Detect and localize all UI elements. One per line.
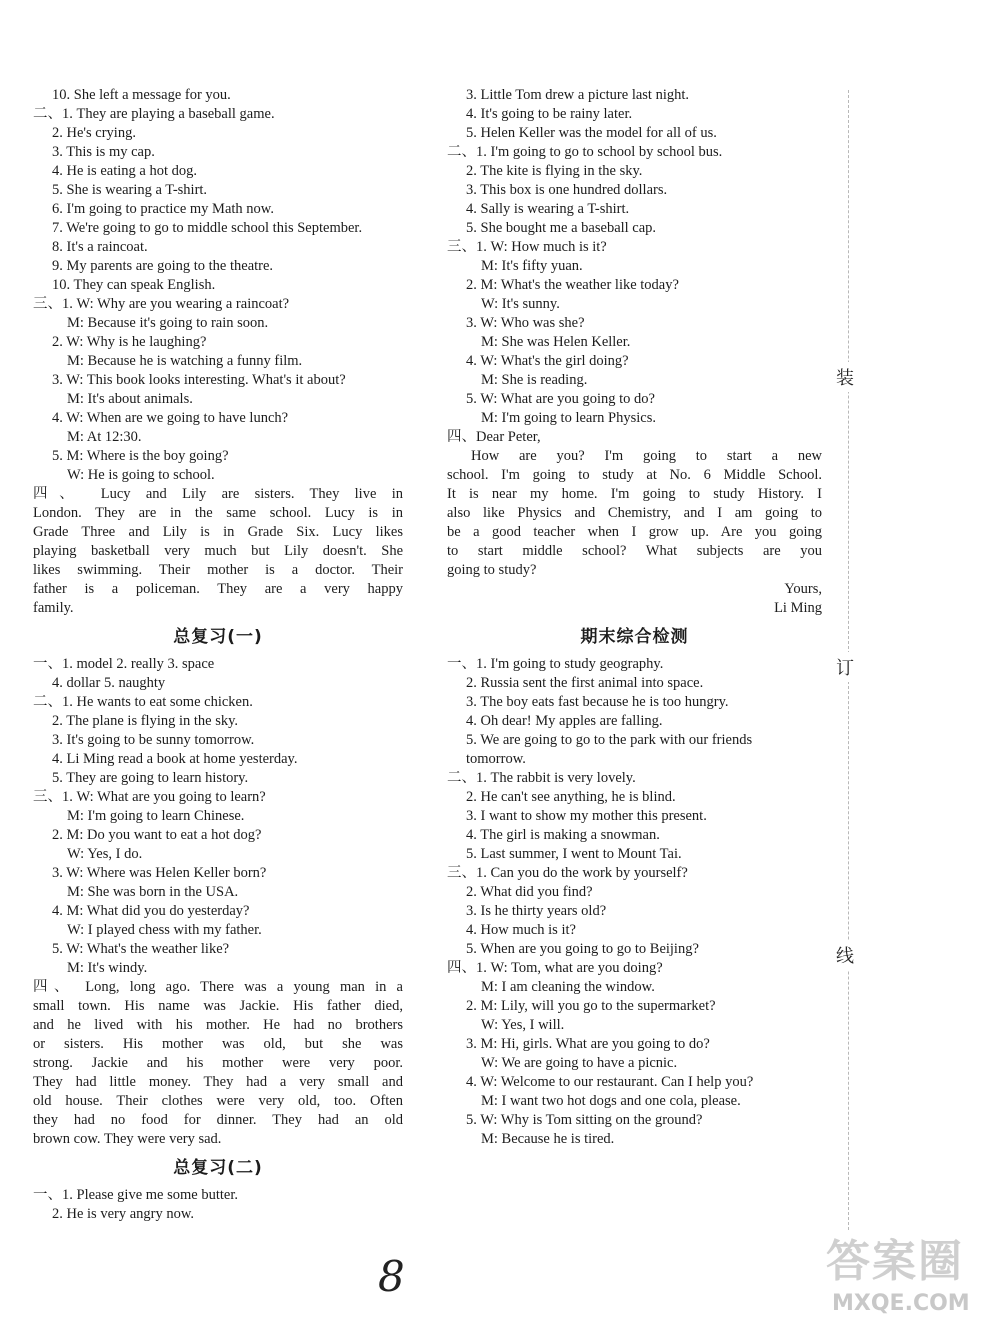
- answer-line: 2. He is very angry now.: [52, 1206, 195, 1222]
- watermark-url: MXQE.COM: [832, 1291, 970, 1316]
- answer-line: 四、 Long, long ago. There was a young man in a: [33, 979, 403, 995]
- answer-line: old house. Their clothes were very old, too. Often: [33, 1093, 403, 1109]
- answer-line: father is a policeman. They are a very happy: [33, 581, 403, 597]
- answer-line: 9. My parents are going to the theatre.: [52, 258, 274, 274]
- answer-line: 三、1. W: What are you going to learn?: [33, 789, 266, 805]
- answer-line: 4. W: What's the girl doing?: [466, 353, 629, 369]
- answer-line: 四、1. W: Tom, what are you doing?: [447, 960, 663, 976]
- answer-line: M: I'm going to learn Chinese.: [67, 808, 245, 824]
- answer-line: likes swimming. Their mother is a doctor. Their: [33, 562, 403, 578]
- answer-line: 2. M: Lily, will you go to the supermarket?: [466, 998, 716, 1014]
- answer-line: M: She was born in the USA.: [67, 884, 239, 900]
- answer-line: M: Because it's going to rain soon.: [67, 315, 269, 331]
- answer-line: family.: [33, 600, 74, 616]
- answer-line: 4. dollar 5. naughty: [52, 675, 166, 691]
- answer-line: 三、1. Can you do the work by yourself?: [447, 865, 688, 881]
- answer-line: M: It's windy.: [67, 960, 148, 976]
- answer-line: school. I'm going to study at No. 6 Middle School.: [447, 467, 822, 483]
- answer-line: M: I am cleaning the window.: [481, 979, 655, 995]
- answer-line: also like Physics and Chemistry, and I am going to: [447, 505, 822, 521]
- answer-line: 2. Russia sent the first animal into space.: [466, 675, 704, 691]
- answer-line: they had no food for dinner. They had an old: [33, 1112, 403, 1128]
- answer-line: 3. I want to show my mother this present.: [466, 808, 707, 824]
- answer-line: London. They are in the same school. Lucy is in: [33, 505, 403, 521]
- binding-char-ding: 订: [836, 652, 854, 682]
- answer-line: 10. They can speak English.: [52, 277, 216, 293]
- binding-char-xian: 线: [836, 940, 854, 970]
- answer-line: 2. W: Why is he laughing?: [52, 334, 207, 350]
- answer-line: How are you? I'm going to start a new: [471, 448, 822, 464]
- left-column: [33, 86, 403, 1224]
- answer-line: 5. She bought me a baseball cap.: [466, 220, 657, 236]
- answer-line: 7. We're going to go to middle school this September.: [52, 220, 363, 236]
- answer-line: 5. We are going to go to the park with our friends: [466, 732, 753, 748]
- answer-line: M: It's about animals.: [67, 391, 193, 407]
- answer-line: Yours,: [784, 581, 822, 597]
- answer-line: 4. It's going to be rainy later.: [466, 106, 633, 122]
- answer-line: 3. W: Where was Helen Keller born?: [52, 865, 267, 881]
- answer-line: 8. It's a raincoat.: [52, 239, 148, 255]
- answer-line: W: Yes, I do.: [67, 846, 143, 862]
- answer-line: 4. The girl is making a snowman.: [466, 827, 660, 843]
- answer-line: W: It's sunny.: [481, 296, 560, 312]
- answer-line: M: Because he is tired.: [481, 1131, 615, 1147]
- answer-line: and he lived with his mother. He had no brothers: [33, 1017, 403, 1033]
- answer-line: 5. They are going to learn history.: [52, 770, 249, 786]
- answer-line: M: I want two hot dogs and one cola, please.: [481, 1093, 741, 1109]
- answer-line: 3. This box is one hundred dollars.: [466, 182, 668, 198]
- answer-line: or sisters. His mother was old, but she was: [33, 1036, 403, 1052]
- answer-line: 二、1. The rabbit is very lovely.: [447, 770, 636, 786]
- right-column: [447, 86, 822, 1149]
- answer-line: 2. What did you find?: [466, 884, 593, 900]
- answer-line: 5. W: What's the weather like?: [52, 941, 230, 957]
- answer-line: W: I played chess with my father.: [67, 922, 262, 938]
- answer-line: 6. I'm going to practice my Math now.: [52, 201, 274, 217]
- answer-line: small town. His name was Jackie. His father died,: [33, 998, 403, 1014]
- section-heading: 总复习(二): [173, 1158, 263, 1178]
- answer-line: 四、 Lucy and Lily are sisters. They live in: [33, 486, 403, 502]
- answer-line: 2. The plane is flying in the sky.: [52, 713, 239, 729]
- answer-line: 4. How much is it?: [466, 922, 576, 938]
- answer-line: It is near my home. I'm going to study History. I: [447, 486, 822, 502]
- answer-line: 5. W: What are you going to do?: [466, 391, 655, 407]
- answer-line: 4. Sally is wearing a T-shirt.: [466, 201, 630, 217]
- answer-line: 5. She is wearing a T-shirt.: [52, 182, 208, 198]
- answer-line: 3. This is my cap.: [52, 144, 155, 160]
- answer-line: 一、1. Please give me some butter.: [33, 1187, 238, 1203]
- answer-line: 四、Dear Peter,: [447, 429, 541, 445]
- answer-line: 二、1. They are playing a baseball game.: [33, 106, 275, 122]
- answer-line: M: At 12:30.: [67, 429, 142, 445]
- answer-line: M: She is reading.: [481, 372, 588, 388]
- answer-line: 4. Li Ming read a book at home yesterday.: [52, 751, 298, 767]
- answer-line: M: I'm going to learn Physics.: [481, 410, 656, 426]
- answer-line: 3. Little Tom drew a picture last night.: [466, 87, 690, 103]
- answer-line: 4. W: Welcome to our restaurant. Can I help you?: [466, 1074, 754, 1090]
- answer-line: Li Ming: [774, 600, 822, 616]
- answer-line: M: It's fifty yuan.: [481, 258, 583, 274]
- watermark: [826, 1225, 996, 1325]
- answer-line: 2. He's crying.: [52, 125, 136, 141]
- answer-line: 4. M: What did you do yesterday?: [52, 903, 250, 919]
- answer-line: 3. M: Hi, girls. What are you going to do?: [466, 1036, 710, 1052]
- answer-line: going to study?: [447, 562, 537, 578]
- section-heading: 总复习(一): [173, 627, 263, 647]
- page-number: 8: [378, 1252, 405, 1301]
- answer-line: 2. He can't see anything, he is blind.: [466, 789, 676, 805]
- answer-line: brown cow. They were very sad.: [33, 1131, 222, 1147]
- answer-line: 5. Helen Keller was the model for all of us.: [466, 125, 717, 141]
- answer-line: 3. The boy eats fast because he is too hungry.: [466, 694, 729, 710]
- answer-line: 4. He is eating a hot dog.: [52, 163, 197, 179]
- answer-line: 5. Last summer, I went to Mount Tai.: [466, 846, 682, 862]
- answer-line: 2. M: Do you want to eat a hot dog?: [52, 827, 262, 843]
- answer-line: M: Because he is watching a funny film.: [67, 353, 303, 369]
- answer-line: They had little money. They had a very small and: [33, 1074, 403, 1090]
- answer-line: 3. It's going to be sunny tomorrow.: [52, 732, 255, 748]
- answer-line: 3. Is he thirty years old?: [466, 903, 607, 919]
- answer-line: strong. Jackie and his mother were very poor.: [33, 1055, 403, 1071]
- answer-line: 一、1. model 2. really 3. space: [33, 656, 215, 672]
- answer-line: W: We are going to have a picnic.: [481, 1055, 678, 1071]
- binding-char-zhuang: 装: [836, 362, 854, 392]
- answer-line: W: He is going to school.: [67, 467, 215, 483]
- answer-line: 三、1. W: Why are you wearing a raincoat?: [33, 296, 290, 312]
- answer-line: to start middle school? What subjects are you: [447, 543, 822, 559]
- answer-line: 10. She left a message for you.: [52, 87, 231, 103]
- answer-line: Grade Three and Lily is in Grade Six. Lucy likes: [33, 524, 403, 540]
- answer-line: 4. Oh dear! My apples are falling.: [466, 713, 663, 729]
- answer-line: 三、1. W: How much is it?: [447, 239, 607, 255]
- answer-line: playing basketball very much but Lily doesn't. She: [33, 543, 403, 559]
- answer-line: be a good teacher when I grow up. Are you going: [447, 524, 822, 540]
- answer-line: 5. W: Why is Tom sitting on the ground?: [466, 1112, 703, 1128]
- answer-line: tomorrow.: [466, 751, 526, 767]
- answer-line: 一、1. I'm going to study geography.: [447, 656, 664, 672]
- answer-line: 5. When are you going to go to Beijing?: [466, 941, 699, 957]
- answer-line: 3. W: This book looks interesting. What's it about?: [52, 372, 346, 388]
- section-heading: 期末综合检测: [580, 627, 689, 647]
- watermark-logo: 答案圈: [826, 1236, 964, 1287]
- answer-line: 5. M: Where is the boy going?: [52, 448, 229, 464]
- answer-line: 2. The kite is flying in the sky.: [466, 163, 643, 179]
- answer-line: M: She was Helen Keller.: [481, 334, 631, 350]
- answer-line: W: Yes, I will.: [481, 1017, 565, 1033]
- answer-line: 二、1. He wants to eat some chicken.: [33, 694, 253, 710]
- answer-line: 3. W: Who was she?: [466, 315, 585, 331]
- answer-line: 二、1. I'm going to go to school by school bus.: [447, 144, 723, 160]
- answer-line: 2. M: What's the weather like today?: [466, 277, 679, 293]
- answer-line: 4. W: When are we going to have lunch?: [52, 410, 289, 426]
